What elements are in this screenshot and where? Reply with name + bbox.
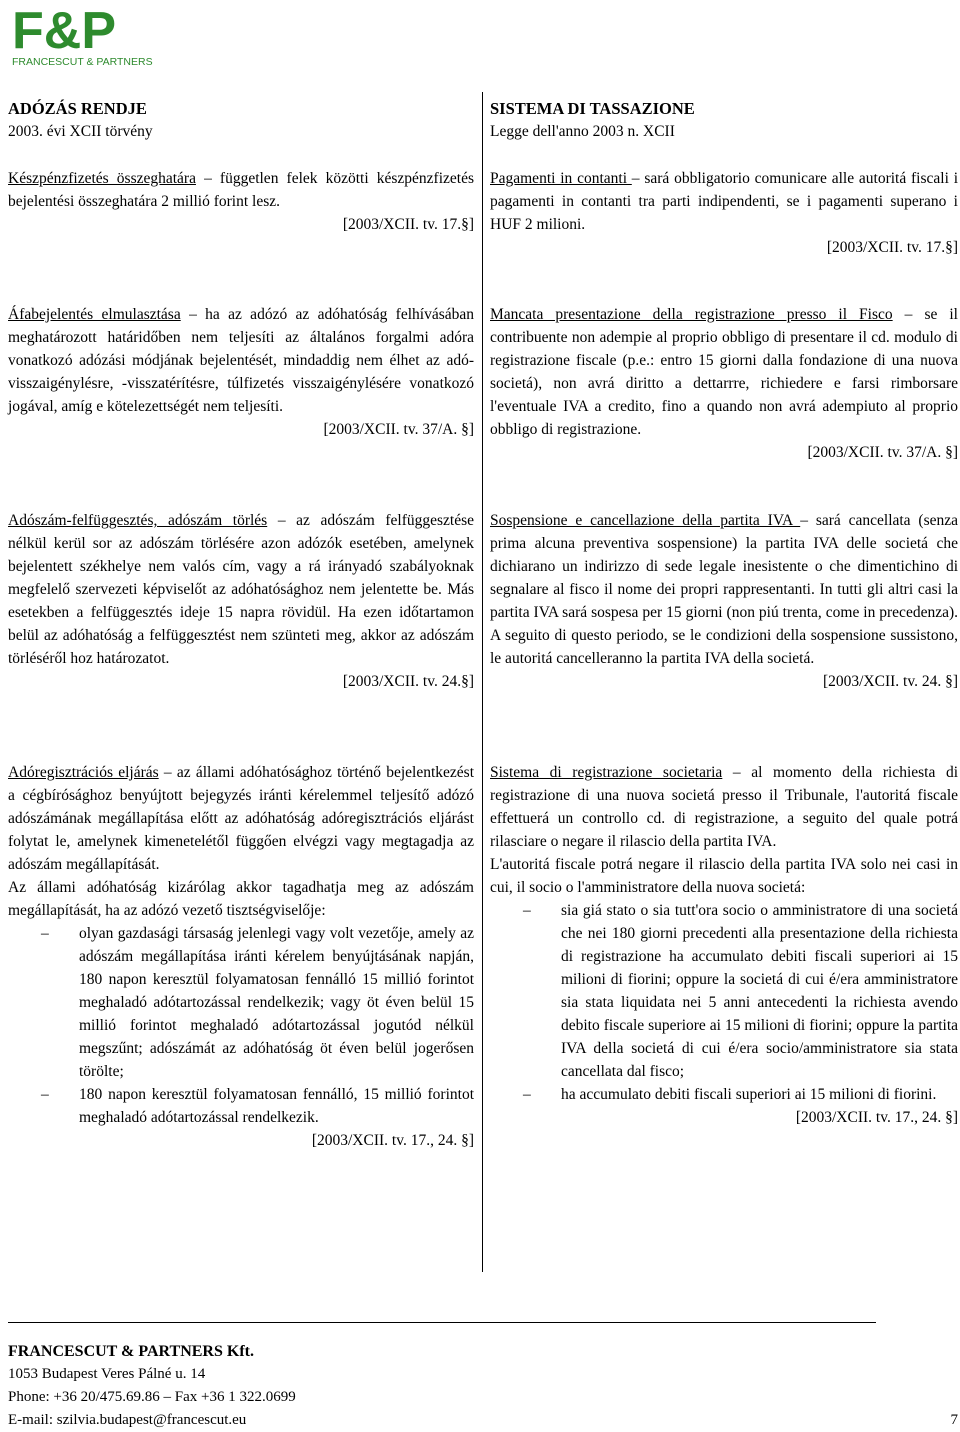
section-reference: [2003/XCII. tv. 17.§] xyxy=(826,239,958,256)
section-reference: [2003/XCII. tv. 24. §] xyxy=(822,673,958,690)
section-text: – sará obbligatorio comunicare alle autoritá fiscali i pagamenti in contanti tra parti indipendenti, se i pagamenti superano i HUF 2 milioni. xyxy=(490,170,958,233)
column-divider xyxy=(482,92,483,1272)
section-text-2: Az állami adóhatóság kizárólag akkor tagadhatja meg az adószám megállapítását, ha az adózó vezető tisztségviselője: xyxy=(8,879,474,919)
right-section-vat-report xyxy=(490,303,958,464)
left-title: ADÓZÁS RENDJE xyxy=(8,99,147,118)
section-reference: [2003/XCII. tv. 37/A. §] xyxy=(807,444,958,461)
section-text: – sará cancellata (senza prima alcuna preventiva sospensione) la partita IVA delle societá che dichiarano un indirizzo di sede legale inesistente o che dimentichino di segnalare al fisco il nome dei propri rappresentanti. In tutti gli altri casi la partita IVA sará sospesa per 15 giorni (non piú trenta, come in precedenza). A seguito di questo periodo, se le condizioni della sospensione sussistono, le autoritá cancelleranno la partita IVA della societá. xyxy=(490,512,958,667)
section-reference: [2003/XCII. tv. 37/A. §] xyxy=(323,421,474,438)
section-text-2: L'autoritá fiscale potrá negare il rilascio della partita IVA solo nei casi in cui, il socio o l'amministratore della nuova societá: xyxy=(490,856,958,896)
left-column-hungarian xyxy=(8,97,475,1149)
section-term: Készpénzfizetés összeghatára xyxy=(8,170,196,187)
section-text: – se il contribuente non adempie al proprio obbligo di presentare il cd. modulo di registrazione fiscale (p.e.: entro 15 giorni dalla fondazione di una nuova societá), non avrá diritto a dettarrre, richiedere e farsi rimborsare l'eventuale IVA a credito, fino a quando non avrá adempiuto al proprio obbligo di registrazione. xyxy=(490,306,958,438)
section-text: – az állami adóhatósághoz történő bejelentkezést a cégbírósághoz benyújtott bejegyzés iránti kérelemmel teljesítő adózó adószámának megállapítása előtt az adóhatóság adóregisztrációs eljárást folytat le, amelynek kimenetelétől függően elvégzi vagy megtagadja az adószám megállapítását. xyxy=(8,764,475,873)
section-term: Sospensione e cancellazione della partita IVA xyxy=(490,512,801,529)
list-item: – olyan gazdasági társaság jelenlegi vagy volt vezetője, amely az adószám megállapítása iránti kérelem benyújtásának napján, 180 napon keresztül folyamatosan fennálló 15 millió forintot meghaladó adótartozással rendelkezik; vagy öt éven belül 15 millió forintot meghaladó adótartozással jogutód nélkül megszűnt; adószámát az adóhatóság öt éven belül jogerősen törölte; xyxy=(8,922,474,1083)
dash-bullet: – xyxy=(41,925,49,942)
left-section-cash-payment xyxy=(8,167,474,257)
section-text: – független felek közötti készpénzfizetés bejelentési összeghatára 2 millió forint lesz. xyxy=(8,170,474,210)
section-reference: [2003/XCII. tv. 17., 24. §] xyxy=(311,1132,474,1149)
section-reference: [2003/XCII. tv. 17.§] xyxy=(342,216,474,233)
logo-letters: F&P xyxy=(12,2,116,60)
right-title: SISTEMA DI TASSAZIONE xyxy=(490,99,695,118)
list-item: – ha accumulato debiti fiscali superiori ai 15 milioni di fiorini. xyxy=(490,1083,958,1106)
footer-divider xyxy=(8,1322,876,1323)
dash-bullet: – xyxy=(41,1086,49,1103)
dash-bullet: – xyxy=(523,902,531,919)
section-reference: [2003/XCII. tv. 17., 24. §] xyxy=(795,1109,958,1126)
right-section-registration xyxy=(490,761,958,1129)
right-column-italian xyxy=(490,97,959,1126)
left-subtitle: 2003. évi XCII törvény xyxy=(8,123,153,140)
section-term: Adóregisztrációs eljárás xyxy=(8,764,159,781)
left-section-registration xyxy=(8,761,474,1152)
list-item: – sia giá stato o sia tutt'ora socio o amministratore di una societá che nei 180 giorni precedenti alla presentazione della richiesta di registrazione ha accumulato debiti fiscali superiori ai 15 milioni di fiorini; oppure la societá di cui é/era amministratore sia stata liquidata nei 5 anni antecedenti la richiesta avendo debito fiscale superiore ai 15 milioni di fiorini; oppure la partita IVA della societá di cui é/era socio/amministratore sia stata cancellata dal fisco; xyxy=(490,899,958,1083)
footer-phone: Phone: +36 20/475.69.86 – Fax +36 1 322.0699 xyxy=(8,1389,296,1405)
condition-list xyxy=(490,899,958,1106)
left-section-vat-report xyxy=(8,303,474,441)
condition-list xyxy=(8,922,474,1129)
section-text: – ha az adózó az adóhatóság felhívásában meghatározott határidőben nem teljesíti az általános forgalmi adóra vonatkozó adózási módjának bejelentését, mindaddig nem élhet az adó-visszaigénylésre, -visszatérítésre, túlfizetés visszaigénylésére vonatkozó jogával, amíg e kötelezettségét nem teljesíti. xyxy=(8,306,474,415)
logo-subtitle: FRANCESCUT & PARTNERS xyxy=(12,56,153,68)
right-section-vat-number xyxy=(490,509,958,693)
company-logo xyxy=(8,2,173,68)
list-item: – 180 napon keresztül folyamatosan fennálló, 15 millió forintot meghaladó adótartozással rendelkezik. xyxy=(8,1083,474,1129)
section-term: Mancata presentazione della registrazione presso il Fisco xyxy=(490,306,893,323)
footer-email[interactable]: E-mail: szilvia.budapest@francescut.eu xyxy=(8,1412,247,1428)
section-term: Pagamenti in contanti xyxy=(490,170,632,187)
logo-graphic xyxy=(8,2,173,68)
dash-bullet: – xyxy=(523,1086,531,1103)
left-section-tax-number xyxy=(8,509,474,693)
section-term: Sistema di registrazione societaria xyxy=(490,764,723,781)
footer-address: 1053 Budapest Veres Pálné u. 14 xyxy=(8,1366,206,1382)
section-text: – az adószám felfüggesztése nélkül kerül sor az adószám törlésére azon adózók esetében, amelynek bejelentett székhelye nem valós cím, vagy a rá irányadó szabályoknak megfelelő szervezeti képviselőt az adóhatósághoz nem jelentette be. Más esetekben a felfüggesztés ideje 15 napra rövidül. Ha ezen időtartamon belül az adóhatóság a felfüggesztést nem szünteti meg, akkor az adószám törléséről hoz határozatot. xyxy=(8,512,474,667)
page-number: 7 xyxy=(950,1412,958,1428)
section-text: – al momento della richiesta di registrazione di una nuova societá presso il Tribunale, l'autoritá fiscale effettuerá un controllo cd. di registrazione, a seguito del quale potrá rilasciare o negare il rilascio della partita IVA. xyxy=(490,764,959,850)
section-term: Áfabejelentés elmulasztása xyxy=(8,306,181,323)
right-subtitle: Legge dell'anno 2003 n. XCII xyxy=(490,123,675,140)
right-section-cash-payment xyxy=(490,167,958,259)
page-footer xyxy=(8,1340,958,1432)
section-term: Adószám-felfüggesztés, adószám törlés xyxy=(8,512,268,529)
footer-company: FRANCESCUT & PARTNERS Kft. xyxy=(8,1343,254,1360)
section-reference: [2003/XCII. tv. 24.§] xyxy=(342,673,474,690)
